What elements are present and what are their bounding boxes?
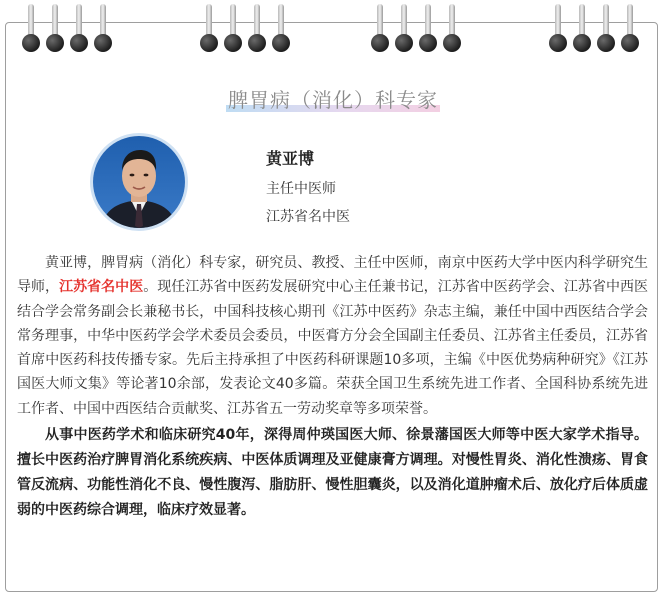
binder-ring <box>68 4 90 56</box>
section-title <box>0 84 666 113</box>
bio-paragraph-1 <box>17 251 648 421</box>
doctor-honor: 江苏省名中医 <box>266 209 350 225</box>
binder-ring <box>222 4 244 56</box>
bio-highlight: 江苏省名中医 <box>59 279 144 296</box>
doctor-biography <box>17 251 648 523</box>
binder-rings-left <box>20 4 120 56</box>
binder-ring <box>92 4 114 56</box>
binder-ring <box>270 4 292 56</box>
doctor-name: 黄亚博 <box>266 149 315 168</box>
binder-ring <box>619 4 641 56</box>
binder-ring <box>595 4 617 56</box>
binder-rings-right <box>547 4 647 56</box>
doctor-title: 主任中医师 <box>266 181 336 197</box>
doctor-avatar <box>90 133 188 231</box>
binder-rings-center-right <box>369 4 469 56</box>
binder-ring <box>571 4 593 56</box>
binder-ring <box>198 4 220 56</box>
binder-ring <box>44 4 66 56</box>
binder-ring <box>369 4 391 56</box>
binder-rings-center-left <box>198 4 298 56</box>
binder-ring <box>393 4 415 56</box>
binder-ring <box>547 4 569 56</box>
portrait-image <box>93 136 185 228</box>
binder-ring <box>246 4 268 56</box>
bio-paragraph-2: 从事中医药学术和临床研究40年，深得周仲瑛国医大师、徐景藩国医大师等中医大家学术指导。擅长中医药治疗脾胃消化系统疾病、中医体质调理及亚健康膏方调理。对慢性胃炎、消化性溃疡、胃食管反流病、功能性消化不良、慢性腹泻、脂肪肝、慢性胆囊炎，以及消化道肿瘤术后、放化疗后体质虚弱的中医药综合调理，临床疗效显著。 <box>17 427 648 519</box>
bio-text: 。现任江苏省中医药发展研究中心主任兼书记，江苏省中医药学会、江苏省中西医结合学会常务副会长兼秘书长，中国科技核心期刊《江苏中医药》杂志主编，兼任中国中西医结合学会常务理事，中华中医药学会学术委员会委员，中医膏方分会全国副主任委员、江苏省主任委员，江苏省首席中医药科技传播专家。先后主持承担了中医药科研课题10多项，主编《中医优势病种研究》《江苏国医大师文集》等论著10余部，发表论文40多篇。荣获全国卫生系统先进工作者、全国科协系统先进工作者、中国中西医结合贡献奖、江苏省五一劳动奖章等多项荣誉。 <box>17 279 649 417</box>
binder-ring <box>441 4 463 56</box>
bio-text: 黄亚博，脾胃病（消化）科专家，研究员、教授、主任中医师，南京中医药大学中医内科学研究生导师， <box>17 255 648 296</box>
section-title-text: 脾胃病（消化）科专家 <box>226 84 440 113</box>
binder-ring <box>20 4 42 56</box>
binder-ring <box>417 4 439 56</box>
